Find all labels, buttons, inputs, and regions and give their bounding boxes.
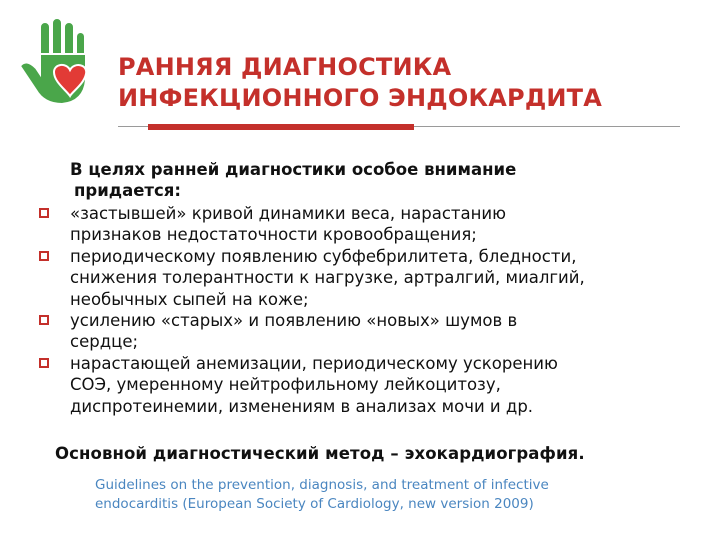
list-item — [0, 353, 720, 417]
intro-line-2: придается: — [74, 181, 181, 200]
square-bullet-icon — [39, 358, 49, 368]
list-item-line: усилению «старых» и появлению «новых» шумов в — [70, 311, 518, 331]
square-bullet-icon — [39, 251, 49, 261]
reference-line-1: Guidelines on the prevention, diagnosis, and treatment of infective — [95, 477, 549, 493]
list-item-line: диспротеинемии, изменениям в анализах мочи и др. — [70, 396, 534, 416]
conclusion-text: Основной диагностический метод – эхокардиография. — [55, 444, 585, 463]
slide-title — [118, 52, 708, 114]
list-item-line: нарастающей анемизации, периодическому ускорению — [70, 353, 558, 373]
list-item-line: «застывшей» кривой динамики веса, нарастанию — [70, 204, 507, 223]
title-line-1: РАННЯЯ ДИАГНОСТИКА — [118, 53, 452, 81]
list-item-line: снижения толерантности к нагрузке, артралгий, миалгий, — [70, 268, 585, 288]
intro-text — [66, 159, 710, 201]
bullet-list — [0, 203, 720, 417]
title-line-2: ИНФЕКЦИОННОГО ЭНДОКАРДИТА — [118, 84, 603, 112]
list-item-line: признаков недостаточности кровообращения; — [70, 225, 477, 245]
list-item — [0, 246, 720, 310]
list-item-line: СОЭ, умеренному нейтрофильному лейкоцитозу, — [70, 375, 501, 395]
list-item-line: периодическому появлению субфебрилитета, бледности, — [70, 246, 577, 266]
list-item-line: сердце; — [70, 332, 139, 352]
list-item — [0, 310, 720, 353]
list-item — [0, 203, 720, 246]
square-bullet-icon — [39, 315, 49, 325]
hand-heart-logo-icon — [10, 14, 105, 109]
title-accent-bar — [148, 124, 414, 130]
intro-line-1: В целях ранней диагностики особое внимание — [70, 160, 517, 179]
reference-line-2: endocarditis (European Society of Cardiology, new version 2009) — [95, 496, 534, 512]
square-bullet-icon — [39, 208, 49, 218]
reference-citation — [95, 476, 695, 514]
list-item-line: необычных сыпей на коже; — [70, 289, 309, 309]
